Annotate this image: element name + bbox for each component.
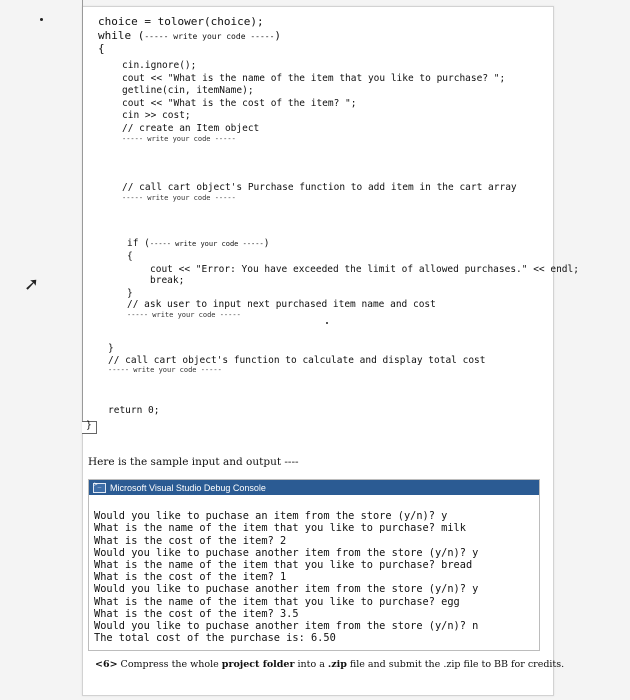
code-line-2 — [98, 30, 281, 43]
code-hint: ----- write your code ----- — [144, 32, 275, 41]
write-code-hint-3: ----- write your code ----- — [127, 311, 241, 319]
sample-caption: Here is the sample input and output ---- — [88, 456, 299, 468]
dot-mark — [326, 322, 328, 324]
instruction-text: file and submit the .zip file to BB for credits. — [346, 659, 565, 670]
code-line-19: return 0; — [108, 405, 160, 416]
code-line-11 — [127, 238, 269, 250]
code-line-5: cout << "What is the name of the item that you like to purchase? "; — [122, 73, 506, 84]
code-line-15: } — [127, 288, 133, 299]
code-line-6: getline(cin, itemName); — [122, 85, 254, 96]
instruction-bold: project folder — [221, 659, 295, 670]
console-line: What is the cost of the item? 1 — [94, 571, 287, 584]
code-line-3: { — [98, 42, 105, 55]
code-line-16: // ask user to input next purchased item name and cost — [127, 299, 436, 310]
console-title-bar[interactable] — [89, 480, 539, 495]
code-line-20: } — [86, 420, 92, 431]
bullet-mark — [40, 18, 43, 21]
code-line-8: cin >> cost; — [122, 110, 191, 121]
console-line: What is the name of the item that you like to purchase? egg — [94, 595, 460, 608]
console-line: Would you like to puchase an item from the store (y/n)? y — [94, 510, 448, 523]
instruction-text: Compress the whole — [117, 659, 222, 670]
code-paren: ) — [263, 238, 270, 249]
code-line-17: } — [108, 343, 114, 354]
code-line-1: choice = tolower(choice); — [98, 15, 264, 28]
code-hint: ----- write your code ----- — [149, 240, 264, 248]
write-code-hint-1: ----- write your code ----- — [122, 135, 236, 143]
write-code-hint-2: ----- write your code ----- — [122, 194, 236, 202]
code-line-13: cout << "Error: You have exceeded the limit of allowed purchases." << endl; — [150, 264, 579, 275]
instruction-text: into a — [294, 659, 328, 670]
cursor-arrow-icon: ➚ — [24, 274, 40, 295]
code-line-7: cout << "What is the cost of the item? "; — [122, 98, 357, 109]
console-line: What is the name of the item that you like to purchase? milk — [94, 522, 466, 535]
console-icon — [93, 483, 106, 493]
console-line: Would you like to puchase another item from the store (y/n)? y — [94, 583, 479, 596]
console-title: Microsoft Visual Studio Debug Console — [110, 482, 266, 493]
console-line: Would you like to puchase another item from the store (y/n)? n — [94, 620, 479, 633]
code-frame-border — [82, 0, 83, 432]
code-line-4: cin.ignore(); — [122, 60, 197, 71]
console-line: What is the cost of the item? 3.5 — [94, 607, 299, 620]
debug-console-window — [88, 479, 540, 651]
console-line: Would you like to puchase another item from the store (y/n)? y — [94, 546, 479, 559]
console-line: What is the name of the item that you like to purchase? bread — [94, 559, 473, 572]
code-line-18: // call cart object's function to calculate and display total cost — [108, 355, 486, 366]
write-code-hint-4: ----- write your code ----- — [108, 366, 222, 374]
code-line-9: // create an Item object — [122, 123, 260, 134]
step-number: <6> — [95, 659, 118, 670]
code-paren: ) — [274, 29, 282, 42]
instruction-6 — [95, 659, 564, 670]
code-line-14: break; — [150, 275, 185, 286]
console-output — [89, 495, 539, 669]
code-line-12: { — [127, 251, 133, 262]
code-while: while ( — [98, 29, 145, 42]
code-if: if ( — [127, 238, 150, 249]
code-line-10: // call cart object's Purchase function to add item in the cart array — [122, 182, 517, 193]
console-line: The total cost of the purchase is: 6.50 — [94, 632, 336, 645]
instruction-bold: .zip — [327, 659, 347, 670]
console-line: What is the cost of the item? 2 — [94, 534, 287, 547]
